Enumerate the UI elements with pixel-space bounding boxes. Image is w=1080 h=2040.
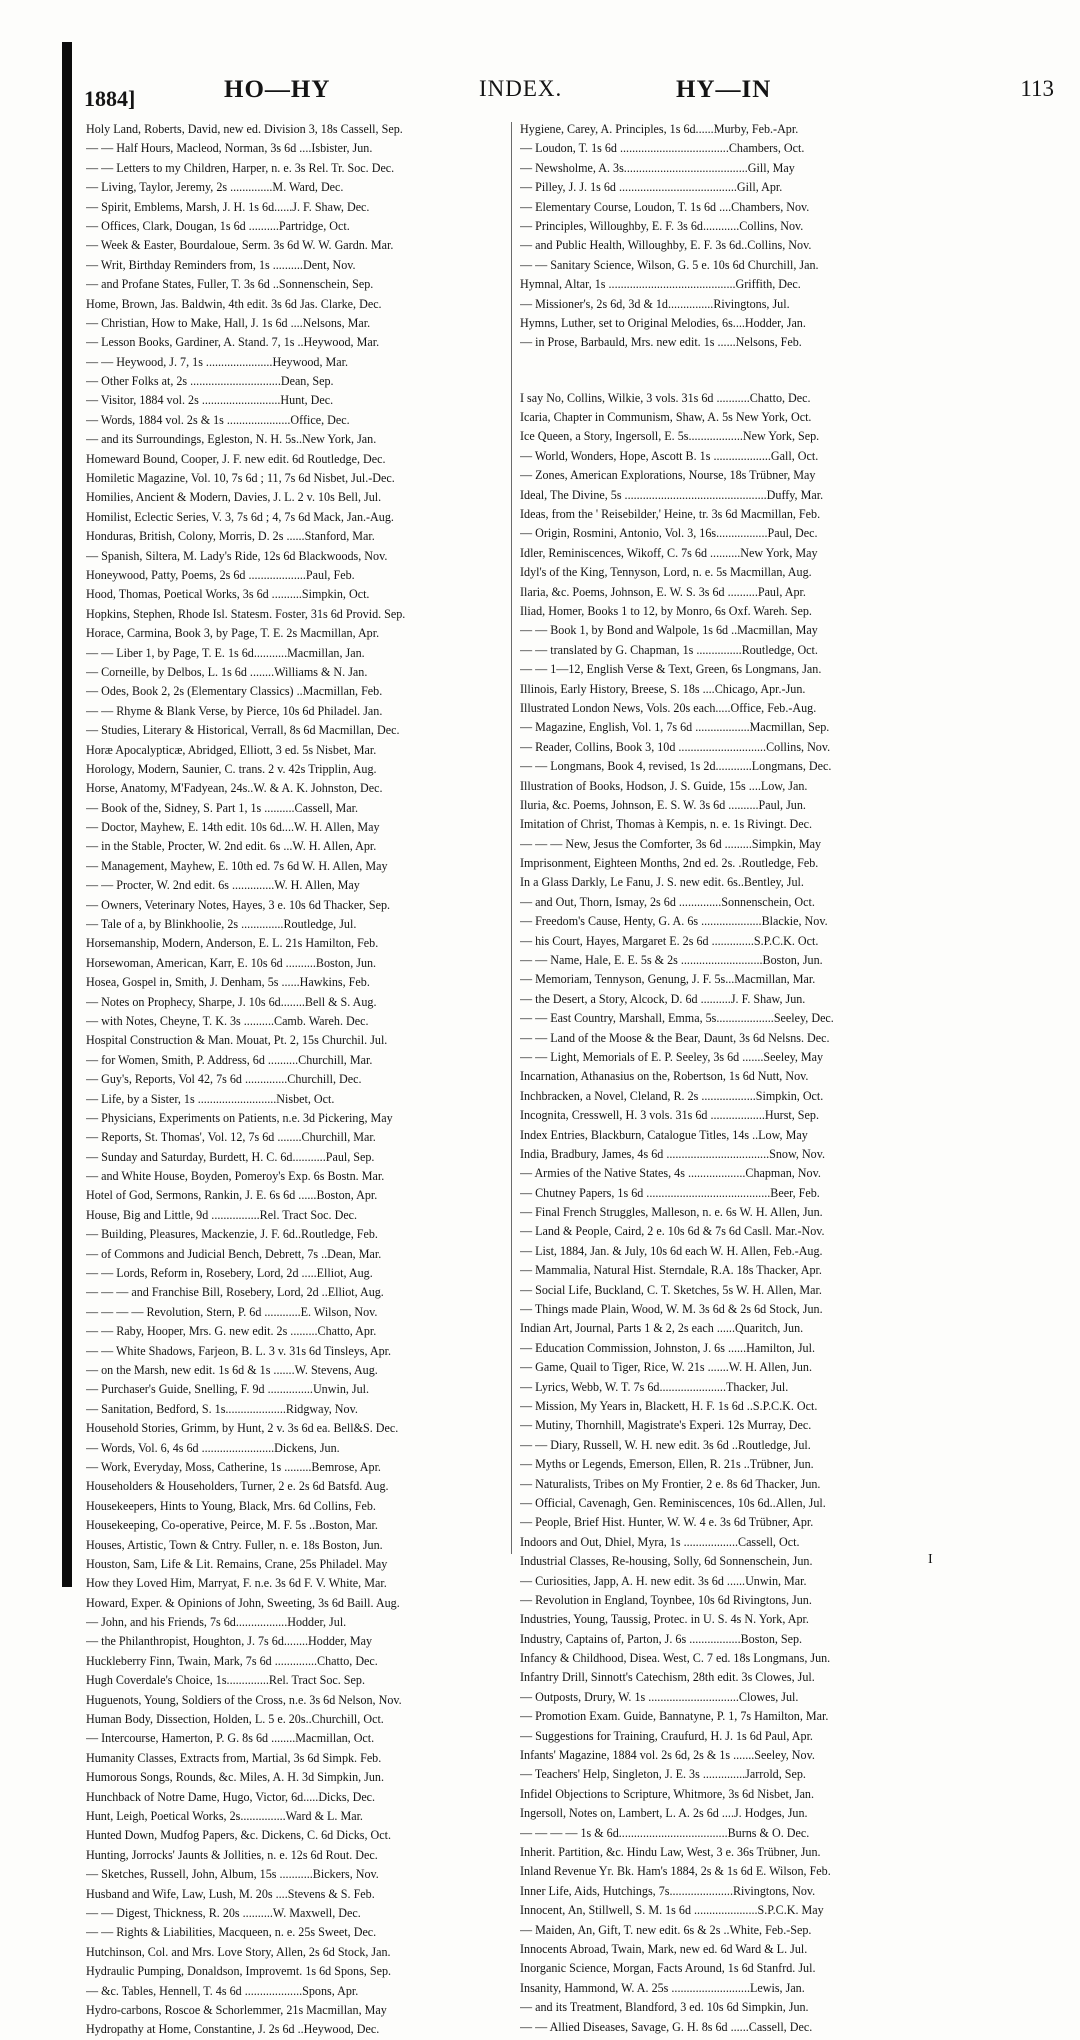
- index-entry: — — — and Franchise Bill, Rosebery, Lord, 2d ..Elliot, Aug.: [86, 1285, 384, 1300]
- index-entry: — Offices, Clark, Dougan, 1s 6d ..........Partridge, Oct.: [86, 218, 350, 233]
- index-entry: Infantry Drill, Sinnott's Catechism, 28th edit. 3s Clowes, Jul.: [520, 1670, 815, 1685]
- index-entry: — Teachers' Help, Singleton, J. E. 3s ..............Jarrold, Sep.: [520, 1767, 806, 1782]
- index-entry: — Words, 1884 vol. 2s & 1s .....................Office, Dec.: [86, 412, 350, 427]
- index-entry: House, Big and Little, 9d ................Rel. Tract Soc. Dec.: [86, 1207, 358, 1222]
- index-entry: Hydraulic Pumping, Donaldson, Improvemt. 1s 6d Spons, Sep.: [86, 1964, 392, 1979]
- index-entry: — of Commons and Judicial Bench, Debrett, 7s ..Dean, Mar.: [86, 1246, 382, 1261]
- footer-mark: I: [928, 1552, 933, 1567]
- index-entry: Homiletic Magazine, Vol. 10, 7s 6d ; 11, 7s 6d Nisbet, Jul.-Dec.: [86, 471, 395, 486]
- index-entry: Infants' Magazine, 1884 vol. 2s 6d, 2s & 1s .......Seeley, Nov.: [520, 1748, 815, 1763]
- index-entry: — Mutiny, Thornhill, Magistrate's Experi. 12s Murray, Dec.: [520, 1418, 812, 1433]
- index-entry: How they Loved Him, Marryat, F. n.e. 3s 6d F. V. White, Mar.: [86, 1576, 387, 1591]
- index-entry: Hosea, Gospel in, Smith, J. Denham, 5s ......Hawkins, Feb.: [86, 975, 370, 990]
- index-entry: Huguenots, Young, Soldiers of the Cross, n.e. 3s 6d Nelson, Nov.: [86, 1692, 402, 1707]
- index-entry: Inorganic Science, Morgan, Facts Around, 1s 6d Stanfrd. Jul.: [520, 1961, 816, 1976]
- index-entry: — Christian, How to Make, Hall, J. 1s 6d ....Nelsons, Mar.: [86, 315, 371, 330]
- index-entry: Houses, Artistic, Town & Cntry. Fuller, n. e. 18s Boston, Jun.: [86, 1537, 383, 1552]
- index-entry: — on the Marsh, new edit. 1s 6d & 1s .......W. Stevens, Aug.: [86, 1363, 378, 1377]
- index-entry: Industry, Captains of, Parton, J. 6s .................Boston, Sep.: [520, 1631, 803, 1646]
- index-entry: — Things made Plain, Wood, W. M. 3s 6d & 2s 6d Stock, Jun.: [520, 1302, 823, 1317]
- index-entry: Indoors and Out, Dhiel, Myra, 1s ..................Cassell, Oct.: [520, 1534, 800, 1549]
- index-entry: — Corneille, by Delbos, L. 1s 6d ........Williams & N. Jan.: [86, 664, 368, 679]
- header-year: 1884]: [84, 86, 136, 111]
- index-entry: — Writ, Birthday Reminders from, 1s ..........Dent, Nov.: [86, 257, 356, 272]
- index-entry: — — Rights & Liabilities, Macqueen, n. e. 25s Sweet, Dec.: [86, 1925, 377, 1940]
- index-entry: — — Allied Diseases, Savage, G. H. 8s 6d ......Cassell, Dec.: [520, 2019, 813, 2034]
- index-entry: Hotel of God, Sermons, Rankin, J. E. 6s 6d ......Boston, Apr.: [86, 1188, 378, 1203]
- index-entry: — Origin, Rosmini, Antonio, Vol. 3, 16s.................Paul, Dec.: [520, 526, 818, 541]
- index-entry: — John, and his Friends, 7s 6d.................Hodder, Jul.: [86, 1615, 347, 1630]
- index-entry: — in Prose, Barbauld, Mrs. new edit. 1s ......Nelsons, Feb.: [520, 335, 802, 350]
- index-entry: — for Women, Smith, P. Address, 6d ..........Churchill, Mar.: [86, 1052, 373, 1067]
- index-entry: — — East Country, Marshall, Emma, 5s...................Seeley, Dec.: [520, 1011, 834, 1026]
- index-entry: — Physicians, Experiments on Patients, n.e. 3d Pickering, May: [86, 1110, 393, 1125]
- index-entry: — — translated by G. Chapman, 1s ...............Routledge, Oct.: [520, 642, 818, 657]
- index-entry: — and its Treatment, Blandford, 3 ed. 10s 6d Simpkin, Jun.: [520, 2000, 809, 2015]
- index-entry: — World, Wonders, Hope, Ascott B. 1s ...................Gall, Oct.: [520, 448, 819, 463]
- index-entry: — Mammalia, Natural Hist. Sterndale, R.A. 18s Thacker, Apr.: [520, 1263, 822, 1278]
- index-entry: Inner Life, Aids, Hutchings, 7s.....................Rivingtons, Nov.: [520, 1883, 816, 1898]
- index-entry: Home, Brown, Jas. Baldwin, 4th edit. 3s 6d Jas. Clarke, Dec.: [86, 296, 382, 311]
- index-entry: — — Heywood, J. 7, 1s ......................Heywood, Mar.: [86, 354, 349, 369]
- index-entry: Ilaria, &c. Poems, Johnson, E. W. S. 3s 6d ..........Paul, Apr.: [520, 584, 806, 599]
- index-entry: — Intercourse, Hamerton, P. G. 8s 6d ........Macmillan, Oct.: [86, 1731, 375, 1746]
- index-entry: — Visitor, 1884 vol. 2s ..........................Hunt, Dec.: [86, 393, 334, 408]
- index-entry: — in the Stable, Procter, W. 2nd edit. 6s ...W. H. Allen, Apr.: [86, 839, 377, 854]
- column-divider: [511, 122, 512, 1554]
- index-entry: Inchbracken, a Novel, Cleland, R. 2s ..................Simpkin, Oct.: [520, 1088, 824, 1103]
- index-entry: [520, 353, 944, 389]
- index-entry: Hymnal, Altar, 1s ..........................................Griffith, Dec.: [520, 277, 801, 292]
- index-entry: Hunt, Leigh, Poetical Works, 2s...............Ward & L. Mar.: [86, 1808, 363, 1823]
- index-entry: — Curiosities, Japp, A. H. new edit. 3s 6d ......Unwin, Mar.: [520, 1573, 807, 1588]
- index-entry: Idler, Reminiscences, Wikoff, C. 7s 6d ..........New York, May: [520, 545, 818, 560]
- index-entry: — Tale of a, by Blinkhoolie, 2s ..............Routledge, Jul.: [86, 917, 357, 932]
- index-entry: — Words, Vol. 6, 4s 6d ........................Dickens, Jun.: [86, 1440, 340, 1455]
- index-entry: — Suggestions for Training, Craufurd, H. J. 1s 6d Paul, Apr.: [520, 1728, 813, 1743]
- index-entry: Icaria, Chapter in Communism, Shaw, A. 5s New York, Oct.: [520, 410, 812, 425]
- index-entry: — the Philanthropist, Houghton, J. 7s 6d........Hodder, May: [86, 1634, 373, 1649]
- index-entry: — Land & People, Caird, 2 e. 10s 6d & 7s 6d Casll. Mar.-Nov.: [520, 1224, 825, 1239]
- index-entry: — Zones, American Explorations, Nourse, 18s Trübner, May: [520, 468, 816, 483]
- index-entry: — Outposts, Drury, W. 1s ..............................Clowes, Jul.: [520, 1689, 799, 1704]
- index-entry: Innocent, An, Stillwell, S. M. 1s 6d .....................S.P.C.K. May: [520, 1903, 824, 1918]
- index-entry: — — Diary, Russell, W. H. new edit. 3s 6d ..Routledge, Jul.: [520, 1437, 811, 1452]
- index-entry: Husband and Wife, Law, Lush, M. 20s ....Stevens & S. Feb.: [86, 1886, 375, 1901]
- index-entry: Human Body, Dissection, Holden, L. 5 e. 20s..Churchill, Oct.: [86, 1712, 384, 1727]
- index-entry: Illustrated London News, Vols. 20s each.....Office, Feb.-Aug.: [520, 700, 817, 715]
- index-entry: — Revolution in England, Toynbee, 10s 6d Rivingtons, Jun.: [520, 1592, 812, 1607]
- index-entry: — Promotion Exam. Guide, Bannatyne, P. 1, 7s Hamilton, Mar.: [520, 1709, 829, 1724]
- index-entry: Homeward Bound, Cooper, J. F. new edit. 6d Routledge, Dec.: [86, 451, 386, 466]
- index-entry: Horsewoman, American, Karr, E. 10s 6d ..........Boston, Jun.: [86, 955, 377, 970]
- index-entry: — Lesson Books, Gardiner, A. Stand. 7, 1s ..Heywood, Mar.: [86, 335, 380, 350]
- index-entry: Industrial Classes, Re-housing, Solly, 6d Sonnenschein, Jun.: [520, 1554, 813, 1569]
- index-entry: — Final French Struggles, Malleson, n. e. 6s W. H. Allen, Jun.: [520, 1205, 823, 1220]
- index-entry: — — Light, Memorials of E. P. Seeley, 3s 6d .......Seeley, May: [520, 1049, 824, 1064]
- index-entry: — Lyrics, Webb, W. T. 7s 6d......................Thacker, Jul.: [520, 1379, 789, 1394]
- index-entry: — Notes on Prophecy, Sharpe, J. 10s 6d........Bell & S. Aug.: [86, 994, 377, 1009]
- index-entry: — Loudon, T. 1s 6d ....................................Chambers, Oct.: [520, 141, 805, 156]
- index-entry: Ice Queen, a Story, Ingersoll, E. 5s..................New York, Sep.: [520, 429, 820, 444]
- index-entry: Hunchback of Notre Dame, Hugo, Victor, 6d.....Dicks, Dec.: [86, 1789, 376, 1804]
- index-entry: — — White Shadows, Farjeon, B. L. 3 v. 31s 6d Tinsleys, Apr.: [86, 1343, 392, 1358]
- index-entry: — and Public Health, Willoughby, E. F. 3s 6d..Collins, Nov.: [520, 238, 812, 253]
- index-column-left: [86, 120, 504, 2040]
- index-column-right: [520, 120, 944, 2037]
- index-entry: — — Procter, W. 2nd edit. 6s ..............W. H. Allen, May: [86, 878, 360, 893]
- index-entry: Hymns, Luther, set to Original Melodies, 6s....Hodder, Jan.: [520, 315, 806, 330]
- index-entry: — — Name, Hale, E. E. 5s & 2s ...........................Boston, Jun.: [520, 953, 823, 968]
- index-entry: Iliad, Homer, Books 1 to 12, by Monro, 6s Oxf. Wareh. Sep.: [520, 603, 812, 618]
- index-entry: — and Profane States, Fuller, T. 3s 6d ..Sonnenschein, Sep.: [86, 277, 374, 292]
- index-entry: Houston, Sam, Life & Lit. Remains, Crane, 25s Philadel. May: [86, 1556, 388, 1571]
- index-entry: — Sanitation, Bedford, S. 1s....................Ridgway, Nov.: [86, 1401, 358, 1416]
- index-entry: Horace, Carmina, Book 3, by Page, T. E. 2s Macmillan, Apr.: [86, 626, 380, 641]
- index-entry: Hunting, Jorrocks' Jaunts & Jollities, n. e. 12s 6d Rout. Dec.: [86, 1847, 378, 1862]
- index-entry: — — Raby, Hooper, Mrs. G. new edit. 2s .........Chatto, Apr.: [86, 1324, 377, 1339]
- index-entry: — Education Commission, Johnston, J. 6s ......Hamilton, Jul.: [520, 1340, 815, 1355]
- index-entry: — Official, Cavenagh, Gen. Reminiscences, 10s 6d..Allen, Jul.: [520, 1495, 826, 1510]
- index-entry: — Social Life, Buckland, C. T. Sketches, 5s W. H. Allen, Mar.: [520, 1282, 822, 1297]
- index-entry: Illinois, Early History, Breese, S. 18s ....Chicago, Apr.-Jun.: [520, 681, 806, 696]
- index-entry: — and White House, Boyden, Pomeroy's Exp. 6s Bostn. Mar.: [86, 1169, 385, 1184]
- binding-edge: [62, 42, 72, 1587]
- index-entry: — — Lords, Reform in, Rosebery, Lord, 2d .....Elliot, Aug.: [86, 1266, 373, 1281]
- index-entry: Hopkins, Stephen, Rhode Isl. Statesm. Foster, 31s 6d Provid. Sep.: [86, 606, 406, 621]
- index-entry: — Freedom's Cause, Henty, G. A. 6s ....................Blackie, Nov.: [520, 914, 828, 929]
- index-entry: Imitation of Christ, Thomas à Kempis, n. e. 1s Rivingt. Dec.: [520, 817, 813, 832]
- index-entry: India, Bradbury, James, 4s 6d ..................................Snow, Nov.: [520, 1146, 826, 1161]
- index-entry: Indian Art, Journal, Parts 1 & 2, 2s each ......Quaritch, Jun.: [520, 1321, 804, 1336]
- index-entry: Hygiene, Carey, A. Principles, 1s 6d......Murby, Feb.-Apr.: [520, 122, 799, 136]
- header-title: INDEX.: [479, 76, 563, 101]
- index-entry: — — Half Hours, Macleod, Norman, 3s 6d ....Isbister, Jun.: [86, 141, 373, 156]
- index-entry: Homilist, Eclectic Series, V. 3, 7s 6d ; 4, 7s 6d Mack, Jan.-Aug.: [86, 509, 394, 524]
- index-entry: Innocents Abroad, Twain, Mark, new ed. 6d Ward & L. Jul.: [520, 1941, 808, 1956]
- index-entry: Horse, Anatomy, M'Fadyean, 24s..W. & A. K. Johnston, Dec.: [86, 781, 383, 796]
- index-entry: — Myths or Legends, Emerson, Ellen, R. 21s ..Trübner, Jun.: [520, 1457, 814, 1472]
- index-entry: Index Entries, Blackburn, Catalogue Titles, 14s ..Low, May: [520, 1127, 808, 1142]
- index-entry: — Principles, Willoughby, E. F. 3s 6d............Collins, Nov.: [520, 218, 804, 233]
- index-entry: — Building, Pleasures, Mackenzie, J. F. 6d..Routledge, Feb.: [86, 1227, 378, 1242]
- index-entry: — Living, Taylor, Jeremy, 2s ..............M. Ward, Dec.: [86, 180, 344, 195]
- index-entry: — Guy's, Reports, Vol 42, 7s 6d ..............Churchill, Dec.: [86, 1072, 362, 1087]
- index-entry: — and its Surroundings, Egleston, N. H. 5s..New York, Jan.: [86, 432, 377, 447]
- index-entry: Hugh Coverdale's Choice, 1s..............Rel. Tract Soc. Sep.: [86, 1673, 365, 1688]
- index-entry: Iluria, &c. Poems, Johnson, E. S. W. 3s 6d ..........Paul, Jun.: [520, 797, 806, 812]
- index-entry: Housekeepers, Hints to Young, Black, Mrs. 6d Collins, Feb.: [86, 1498, 376, 1513]
- index-entry: — his Court, Hayes, Margaret E. 2s 6d ..............S.P.C.K. Oct.: [520, 933, 819, 948]
- index-entry: — Naturalists, Tribes on My Frontier, 2 e. 8s 6d Thacker, Jun.: [520, 1476, 821, 1491]
- index-entry: — Purchaser's Guide, Snelling, F. 9d ...............Unwin, Jul.: [86, 1382, 370, 1397]
- index-entry: Howard, Exper. & Opinions of John, Sweeting, 3s 6d Baill. Aug.: [86, 1595, 400, 1610]
- index-entry: — Mission, My Years in, Blackett, H. F. 1s 6d ..S.P.C.K. Oct.: [520, 1399, 818, 1413]
- index-entry: — Week & Easter, Bourdaloue, Serm. 3s 6d W. W. Gardn. Mar.: [86, 238, 394, 253]
- index-entry: — Memoriam, Tennyson, Genung, J. F. 5s...Macmillan, Mar.: [520, 972, 816, 987]
- index-entry: Householders & Householders, Turner, 2 e. 2s 6d Batsfd. Aug.: [86, 1479, 389, 1494]
- index-entry: — Sketches, Russell, John, Album, 15s ...........Bickers, Nov.: [86, 1867, 379, 1882]
- index-entry: — — 1—12, English Verse & Text, Green, 6s Longmans, Jan.: [520, 662, 822, 677]
- index-entry: Ideal, The Divine, 5s ...............................................Duffy, Mar.: [520, 487, 824, 502]
- index-entry: — Spirit, Emblems, Marsh, J. H. 1s 6d......J. F. Shaw, Dec.: [86, 199, 370, 214]
- index-entry: Ingersoll, Notes on, Lambert, L. A. 2s 6d ....J. Hodges, Jun.: [520, 1806, 808, 1821]
- index-entry: — and Out, Thorn, Ismay, 2s 6d ..............Sonnenschein, Oct.: [520, 894, 815, 909]
- index-entry: Horæ Apocalypticæ, Abridged, Elliott, 3 ed. 5s Nisbet, Mar.: [86, 742, 377, 757]
- page-header: [84, 76, 1054, 110]
- index-entry: — Book of the, Sidney, S. Part 1, 1s ..........Cassell, Mar.: [86, 800, 358, 815]
- index-entry: — the Desert, a Story, Alcock, D. 6d ..........J. F. Shaw, Jun.: [520, 991, 806, 1006]
- index-entry: Insanity, Hammond, W. A. 25s ..........................Lewis, Jan.: [520, 1980, 805, 1995]
- index-entry: — Other Folks at, 2s ..............................Dean, Sep.: [86, 374, 334, 389]
- index-entry: Hospital Construction & Man. Mouat, Pt. 2, 15s Churchil. Jul.: [86, 1033, 388, 1048]
- index-entry: — with Notes, Cheyne, T. K. 3s ..........Camb. Wareh. Dec.: [86, 1013, 369, 1028]
- header-range-left: HO—HY: [224, 76, 331, 103]
- index-entry: — Sunday and Saturday, Burdett, H. C. 6d...........Paul, Sep.: [86, 1149, 375, 1164]
- index-entry: — Maiden, An, Gift, T. new edit. 6s & 2s ..White, Feb.-Sep.: [520, 1922, 812, 1937]
- index-entry: I say No, Collins, Wilkie, 3 vols. 31s 6d ...........Chatto, Dec.: [520, 390, 811, 405]
- index-entry: Hutchinson, Col. and Mrs. Love Story, Allen, 2s 6d Stock, Jan.: [86, 1944, 391, 1959]
- index-entry: — Odes, Book 2, 2s (Elementary Classics) ..Macmillan, Feb.: [86, 684, 383, 699]
- index-entry: — List, 1884, Jan. & July, 10s 6d each W. H. Allen, Feb.-Aug.: [520, 1243, 823, 1258]
- index-entry: Infancy & Childhood, Disea. West, C. 7 ed. 18s Longmans, Jun.: [520, 1651, 831, 1666]
- index-entry: — &c. Tables, Hennell, T. 4s 6d ...................Spons, Apr.: [86, 1983, 359, 1998]
- index-entry: — — — — 1s & 6d....................................Burns & O. Dec.: [520, 1825, 810, 1840]
- index-entry: — Doctor, Mayhew, E. 14th edit. 10s 6d....W. H. Allen, May: [86, 820, 380, 835]
- index-entry: — Work, Everyday, Moss, Catherine, 1s .........Bemrose, Apr.: [86, 1459, 381, 1474]
- index-entry: Ideas, from the ' Reisebilder,' Heine, tr. 3s 6d Macmillan, Feb.: [520, 507, 821, 522]
- index-entry: — Life, by a Sister, 1s ..........................Nisbet, Oct.: [86, 1091, 335, 1106]
- index-entry: — People, Brief Hist. Hunter, W. W. 4 e. 3s 6d Trübner, Apr.: [520, 1515, 814, 1530]
- index-entry: — — Letters to my Children, Harper, n. e. 3s Rel. Tr. Soc. Dec.: [86, 160, 395, 175]
- index-entry: — Owners, Veterinary Notes, Hayes, 3 e. 10s 6d Thacker, Sep.: [86, 897, 391, 912]
- index-entry: — Chutney Papers, 1s 6d .........................................Beer, Feb.: [520, 1185, 820, 1200]
- index-entry: Horsemanship, Modern, Anderson, E. L. 21s Hamilton, Feb.: [86, 936, 379, 951]
- index-entry: — — Liber 1, by Page, T. E. 1s 6d...........Macmillan, Jan.: [86, 645, 365, 660]
- index-entry: In a Glass Darkly, Le Fanu, J. S. new edit. 6s..Bentley, Jul.: [520, 875, 804, 890]
- index-entry: — — Land of the Moose & the Bear, Daunt, 3s 6d Nelsns. Dec.: [520, 1030, 830, 1045]
- index-entry: Hydro-carbons, Roscoe & Schorlemmer, 21s Macmillan, May: [86, 2002, 387, 2017]
- index-entry: — — — New, Jesus the Comforter, 3s 6d .........Simpkin, May: [520, 836, 822, 851]
- index-entry: Industries, Young, Taussig, Protec. in U. S. 4s N. York, Apr.: [520, 1612, 809, 1627]
- index-entry: Infidel Objections to Scripture, Whitmore, 3s 6d Nisbet, Jan.: [520, 1786, 815, 1801]
- index-entry: — Studies, Literary & Historical, Verrall, 8s 6d Macmillan, Dec.: [86, 723, 400, 738]
- index-entry: — Management, Mayhew, E. 10th ed. 7s 6d W. H. Allen, May: [86, 858, 388, 873]
- index-entry: Inherit. Partition, &c. Hindu Law, West, 3 e. 36s Trübner, Jun.: [520, 1844, 821, 1859]
- index-entry: — Reports, St. Thomas', Vol. 12, 7s 6d ........Churchill, Mar.: [86, 1130, 376, 1145]
- index-entry: Horology, Modern, Saunier, C. trans. 2 v. 42s Tripplin, Aug.: [86, 761, 377, 776]
- index-entry: — Pilley, J. J. 1s 6d .......................................Gill, Apr.: [520, 180, 783, 195]
- index-entry: Humanity Classes, Extracts from, Martial, 3s 6d Simpk. Feb.: [86, 1750, 382, 1765]
- index-entry: Honduras, British, Colony, Morris, D. 2s ......Stanford, Mar.: [86, 529, 375, 544]
- index-entry: — — Book 1, by Bond and Walpole, 1s 6d ..Macmillan, May: [520, 623, 818, 638]
- index-entry: Huckleberry Finn, Twain, Mark, 7s 6d ..............Chatto, Dec.: [86, 1653, 378, 1668]
- index-entry: — — Sanitary Science, Wilson, G. 5 e. 10s 6d Churchill, Jan.: [520, 257, 819, 272]
- index-entry: — Armies of the Native States, 4s ...................Chapman, Nov.: [520, 1166, 821, 1181]
- index-entry: — — Rhyme & Blank Verse, by Pierce, 10s 6d Philadel. Jan.: [86, 703, 383, 718]
- index-entry: — — Digest, Thickness, R. 20s ..........W. Maxwell, Dec.: [86, 1905, 361, 1920]
- index-entry: — Magazine, English, Vol. 1, 7s 6d ..................Macmillan, Sep.: [520, 720, 830, 735]
- index-entry: Household Stories, Grimm, by Hunt, 2 v. 3s 6d ea. Bell&S. Dec.: [86, 1421, 399, 1436]
- index-entry: — Missioner's, 2s 6d, 3d & 1d...............Rivingtons, Jul.: [520, 296, 790, 311]
- index-entry: Honeywood, Patty, Poems, 2s 6d ...................Paul, Feb.: [86, 567, 355, 582]
- index-entry: — — Longmans, Book 4, revised, 1s 2d............Longmans, Dec.: [520, 759, 832, 774]
- index-entry: Homilies, Ancient & Modern, Davies, J. L. 2 v. 10s Bell, Jul.: [86, 490, 382, 505]
- index-entry: Idyl's of the King, Tennyson, Lord, n. e. 5s Macmillan, Aug.: [520, 565, 812, 580]
- index-entry: Incognita, Cresswell, H. 3 vols. 31s 6d ..................Hurst, Sep.: [520, 1108, 819, 1123]
- index-entry: Housekeeping, Co-operative, Peirce, M. F. 5s ..Boston, Mar.: [86, 1518, 378, 1533]
- index-entry: Imprisonment, Eighteen Months, 2nd ed. 2s. .Routledge, Feb.: [520, 856, 819, 871]
- index-entry: Inland Revenue Yr. Bk. Ham's 1884, 2s & 1s 6d E. Wilson, Feb.: [520, 1864, 831, 1879]
- header-range-right: HY—IN: [676, 76, 772, 103]
- index-entry: Illustration of Books, Hodson, J. S. Guide, 15s ....Low, Jan.: [520, 778, 808, 793]
- index-entry: — Spanish, Siltera, M. Lady's Ride, 12s 6d Blackwoods, Nov.: [86, 548, 388, 563]
- index-entry: — Game, Quail to Tiger, Rice, W. 21s .......W. H. Allen, Jun.: [520, 1360, 813, 1375]
- index-entry: — Reader, Collins, Book 3, 10d .............................Collins, Nov.: [520, 739, 831, 754]
- index-entry: — — — — Revolution, Stern, P. 6d ............E. Wilson, Nov.: [86, 1304, 378, 1319]
- index-entry: Incarnation, Athanasius on the, Robertson, 1s 6d Nutt, Nov.: [520, 1069, 809, 1084]
- index-entry: Holy Land, Roberts, David, new ed. Division 3, 18s Cassell, Sep.: [86, 122, 403, 136]
- index-entry: Hood, Thomas, Poetical Works, 3s 6d ..........Simpkin, Oct.: [86, 587, 370, 602]
- page-number: 113: [1020, 76, 1054, 101]
- index-entry: — Newsholme, A. 3s.........................................Gill, May: [520, 160, 795, 175]
- index-entry: Hydropathy at Home, Constantine, J. 2s 6d ..Heywood, Dec.: [86, 2022, 380, 2037]
- index-entry: Humorous Songs, Rounds, &c. Miles, A. H. 3d Simpkin, Jun.: [86, 1770, 385, 1785]
- index-entry: — Elementary Course, Loudon, T. 1s 6d ....Chambers, Nov.: [520, 199, 810, 214]
- index-entry: Hunted Down, Mudfog Papers, &c. Dickens, C. 6d Dicks, Oct.: [86, 1828, 391, 1843]
